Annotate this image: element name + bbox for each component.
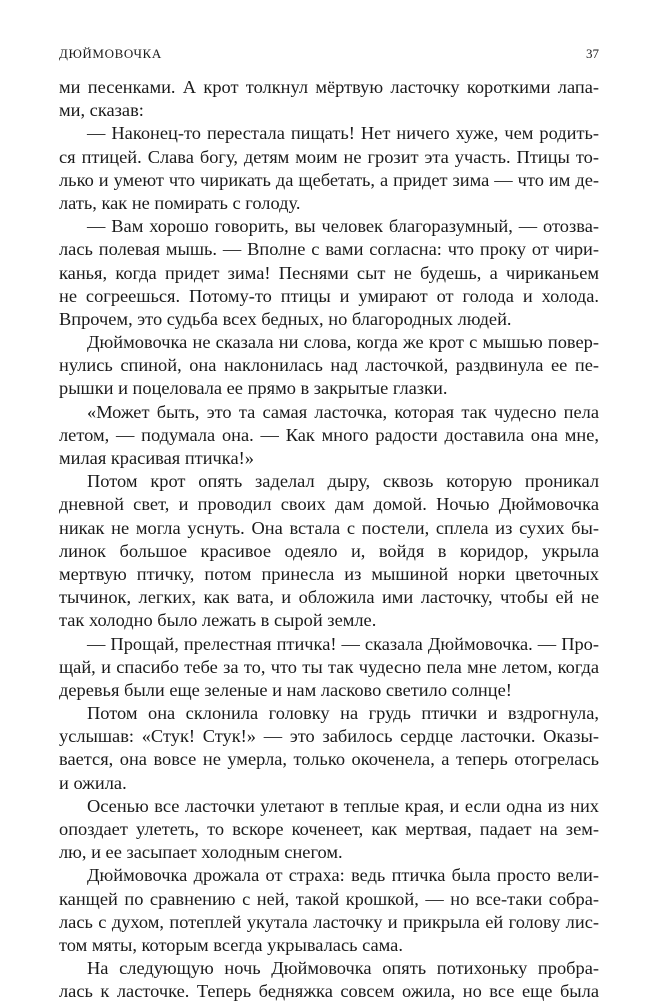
paragraph xyxy=(59,401,599,471)
page-number: 37 xyxy=(586,46,599,61)
text-line: милая красивая птичка!» xyxy=(59,448,254,468)
text-line: Осенью все ласточки улетают в теплые края, и если одна из них xyxy=(87,795,599,816)
text-line: так холодно было лежать в сырой земле. xyxy=(59,610,377,631)
text-line: и ожила. xyxy=(59,772,127,793)
running-head xyxy=(59,46,599,62)
text-line: — Вам хорошо говорить, вы человек благоразумный, — отозва- xyxy=(87,216,599,237)
text-line: летом, — подумала она. — Как много радости доставила она мне, xyxy=(59,424,599,445)
text-line: услышав: «Стук! Стук!» — это забилось сердце ласточки. Оказы- xyxy=(59,726,599,747)
text-line: том мяты, которым всегда укрывалась сама. xyxy=(59,934,403,955)
chapter-title: ДЮЙМОВОЧКА xyxy=(59,46,162,61)
paragraph xyxy=(59,633,599,703)
paragraph xyxy=(59,122,599,215)
text-line: рышки и поцеловала ее прямо в закрытые глазки. xyxy=(59,378,448,399)
text-line: деревья были еще зеленые и нам ласково светило солнце! xyxy=(59,679,512,700)
text-line: ся птицей. Слава богу, детям моим не грозит эта участь. Птицы то- xyxy=(59,146,599,167)
text-line: лько и умеют что чирикать да щебетать, а придет зима — что им де- xyxy=(59,169,599,190)
text-line: мертвую птичку, потом принесла из мышиной норки цветочных xyxy=(59,563,599,584)
paragraph xyxy=(59,76,599,122)
text-line: тычинок, легких, как вата, и обложила ими ласточку, чтобы ей не xyxy=(59,587,599,608)
text-line: опоздает улететь, то вскоре коченеет, как мертвая, падает на зем- xyxy=(59,819,599,839)
text-line: канщей по сравнению с ней, такой крошкой, — но все-таки собра- xyxy=(59,888,599,909)
text-line: вается, она вовсе не умерла, только окоченела, а теперь отогрелась xyxy=(59,749,599,770)
text-line: — Прощай, прелестная птичка! — сказала Дюймовочка. — Про- xyxy=(87,633,599,654)
text-line: На следующую ночь Дюймовочка опять потихоньку пробра- xyxy=(87,958,599,979)
text-line: Дюймовочка дрожала от страха: ведь птичка была просто вели- xyxy=(87,865,599,886)
body-text xyxy=(59,76,599,1004)
text-line: Потом она склонила головку на грудь птички и вздрогнула, xyxy=(87,703,599,724)
text-line: лать, как не помирать с голоду. xyxy=(59,192,301,213)
text-line: ми песенками. А крот толкнул мёртвую ласточку короткими лапа- xyxy=(59,77,599,97)
text-line: лась с духом, потеплей укутала ласточку и прикрыла ей голову лис- xyxy=(59,911,599,932)
text-line: нулись спиной, она наклонилась над ласточкой, раздвинула ее пе- xyxy=(59,355,599,376)
text-line: лась полевая мышь. — Вполне с вами согласна: что проку от чири- xyxy=(59,239,599,260)
text-line: дневной свет, и проводил своих дам домой. Ночью Дюймовочка xyxy=(59,494,599,515)
text-line: не согреешься. Потому-то птицы и умирают от голода и холода. xyxy=(59,285,599,306)
paragraph xyxy=(59,957,599,1003)
text-line: лю, и ее засыпает холодным снегом. xyxy=(59,842,343,863)
paragraph xyxy=(59,215,599,331)
text-line: Потом крот опять заделал дыру, сквозь которую проникал xyxy=(87,471,599,492)
text-line: линок большое красивое одеяло и, войдя в коридор, укрыла xyxy=(59,540,599,561)
text-line: никак не могла уснуть. Она встала с постели, сплела из сухих бы- xyxy=(59,517,599,538)
paragraph xyxy=(59,470,599,632)
paragraph xyxy=(59,864,599,957)
paragraph xyxy=(59,331,599,401)
text-line: канья, когда придет зима! Песнями сыт не будешь, а чириканьем xyxy=(59,262,599,283)
text-line: Впрочем, это судьба всех бедных, но благородных людей. xyxy=(59,308,512,329)
text-line: Дюймовочка не сказала ни слова, когда же крот с мышью повер- xyxy=(87,332,599,353)
text-line: лась к ласточке. Теперь бедняжка совсем ожила, но все еще была xyxy=(59,981,599,1002)
text-line: ми, сказав: xyxy=(59,100,144,121)
paragraph xyxy=(59,795,599,865)
text-line: щай, и спасибо тебе за то, что ты так чудесно пела мне летом, когда xyxy=(59,656,599,677)
text-line: «Может быть, это та самая ласточка, которая так чудесно пела xyxy=(87,401,599,422)
text-line: — Наконец-то перестала пищать! Нет ничего хуже, чем родить- xyxy=(87,123,599,144)
paragraph xyxy=(59,702,599,795)
